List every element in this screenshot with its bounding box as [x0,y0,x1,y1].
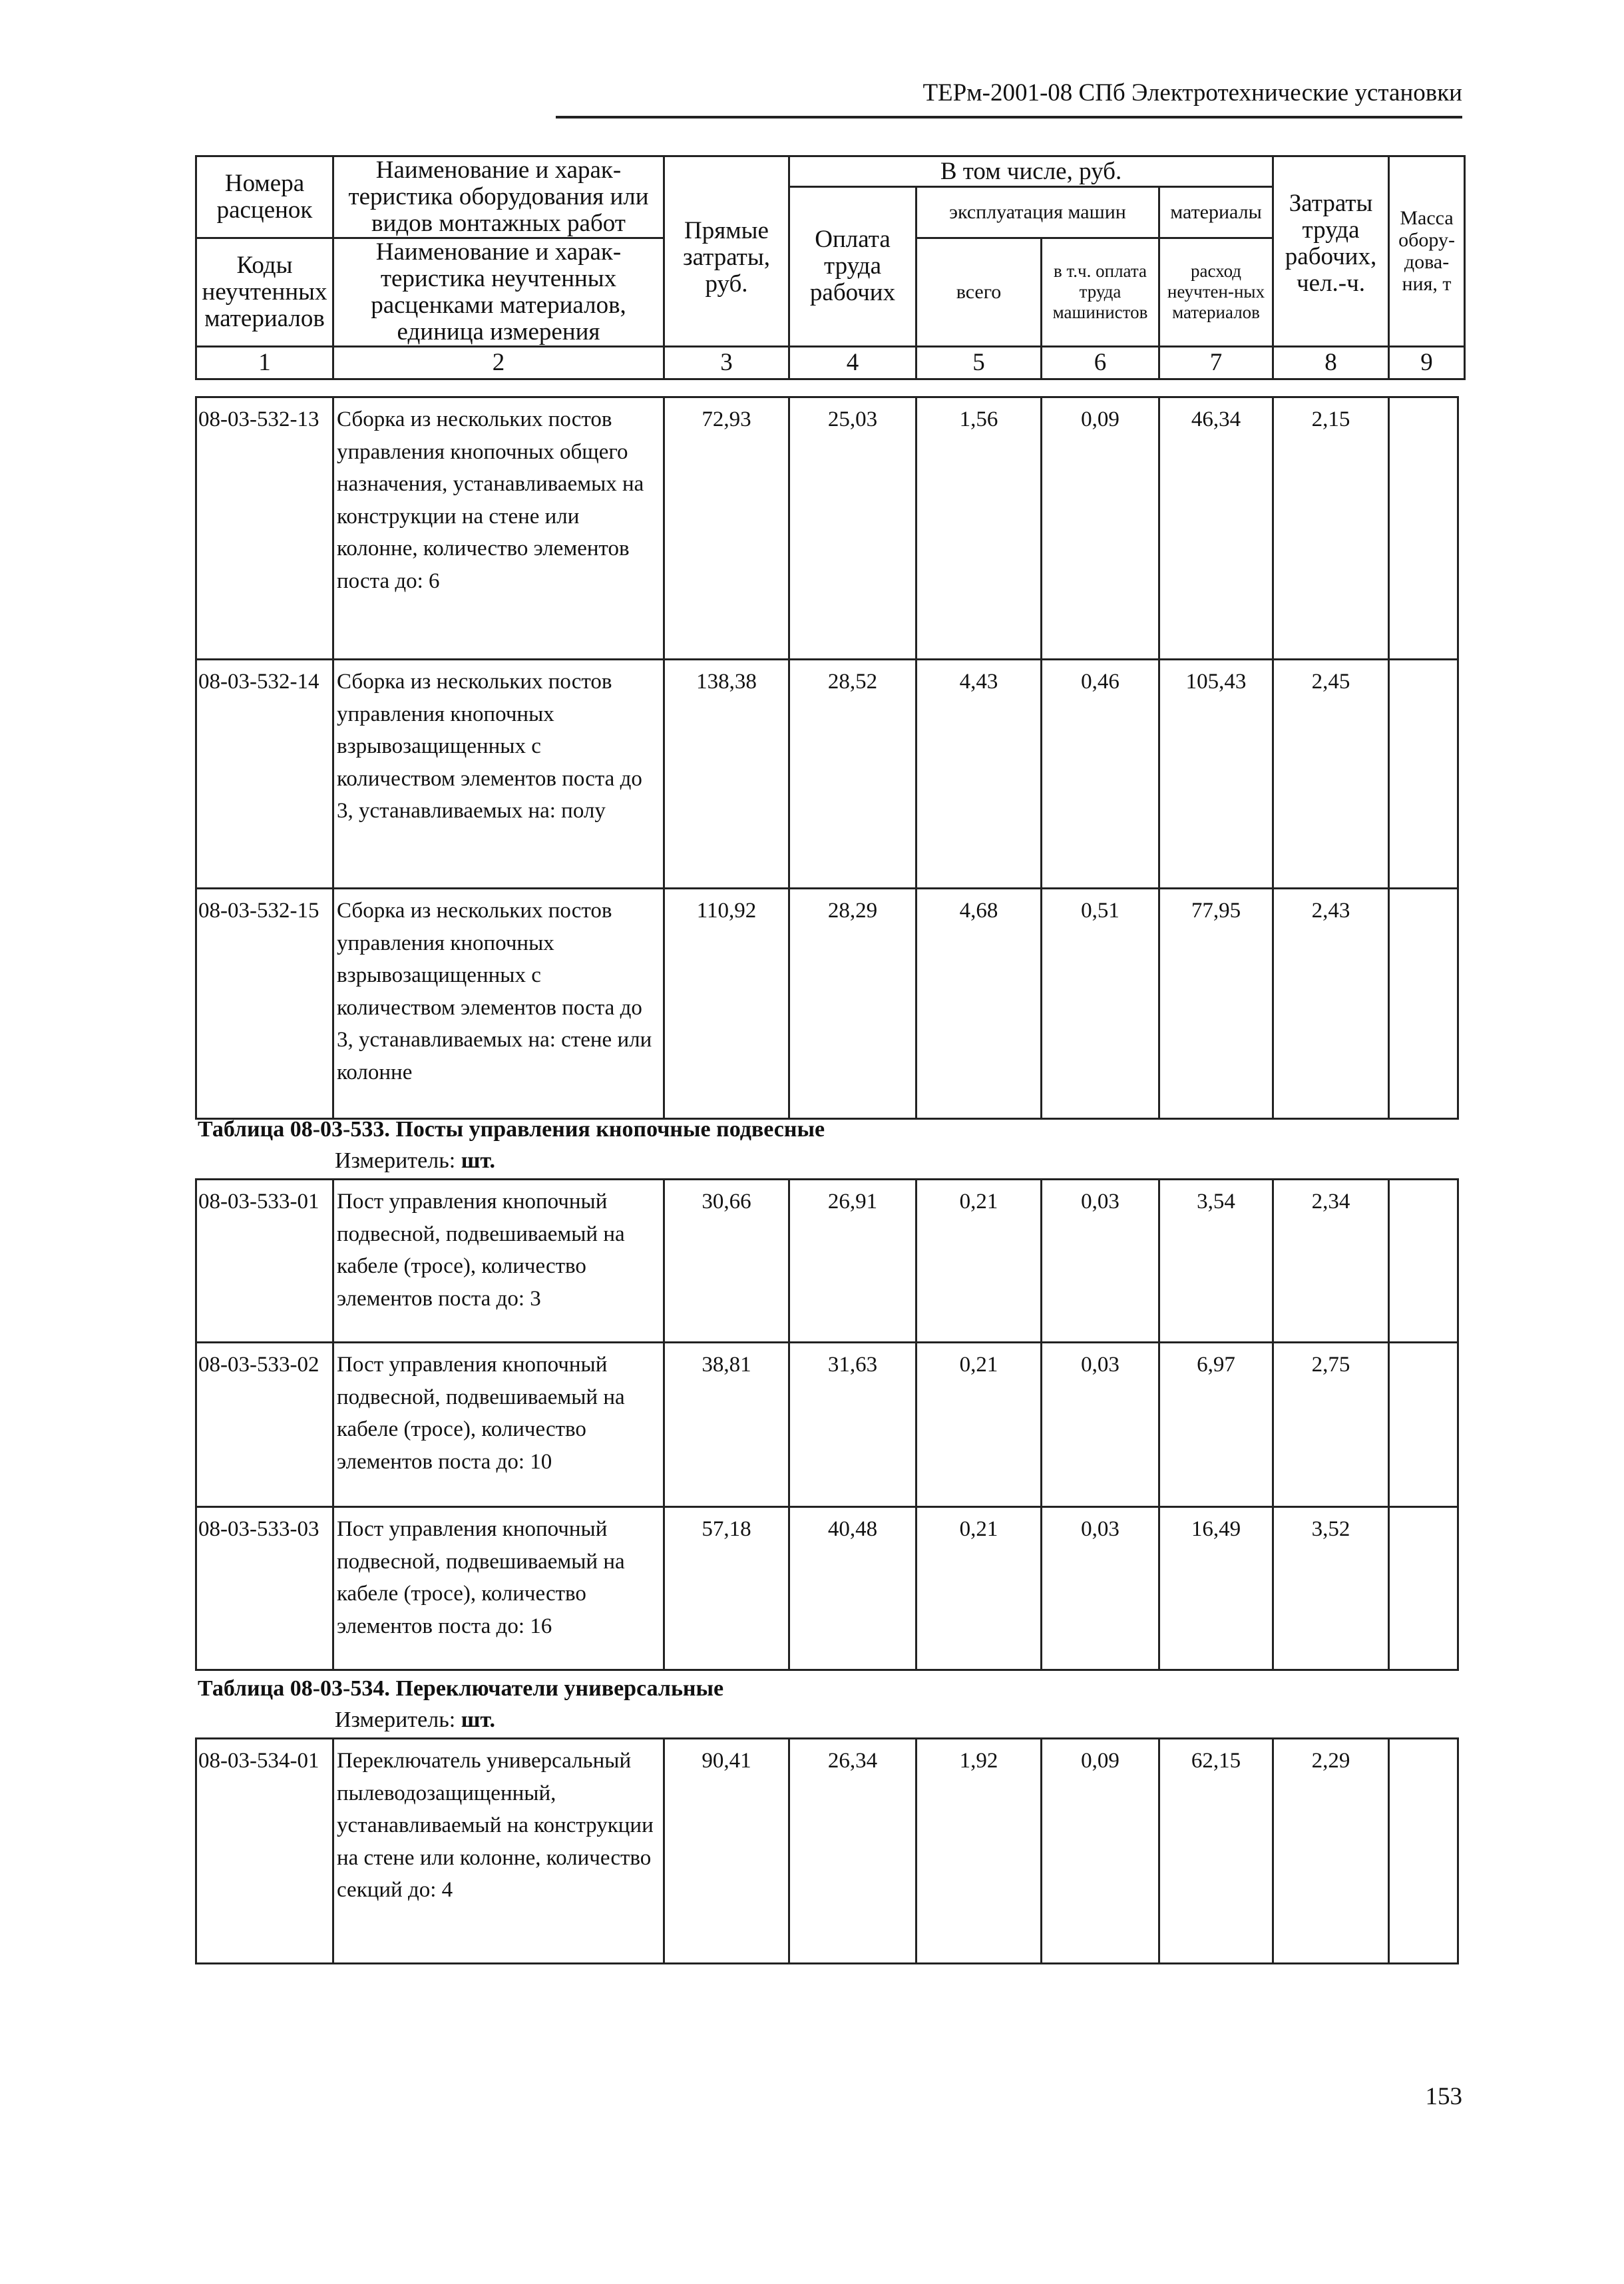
worker-pay: 31,63 [789,1343,916,1507]
machines-total: 0,21 [916,1343,1042,1507]
materials-cost: 62,15 [1159,1739,1273,1964]
header-unaccounted-name: Наименование и харак-теристика неучтенных расценками материалов, единица измерения [333,238,664,346]
rate-code: 08-03-533-01 [196,1180,333,1343]
labor-hours: 2,43 [1273,889,1389,1119]
header-work-name: Наименование и харак-теристика оборудования или видов монтажных работ [333,156,664,238]
table-row [196,1739,1458,1964]
materials-cost: 46,34 [1159,397,1273,660]
header-rule [556,116,1462,118]
equipment-mass [1389,889,1458,1119]
direct-costs: 30,66 [664,1180,789,1343]
table-533-title: Таблица 08-03-533. Посты управления кнопочные подвесные [198,1117,825,1142]
table-532 [195,396,1459,1120]
work-name: Пост управления кнопочный подвесной, подвешиваемый на кабеле (тросе), количество элементов поста до: 16 [333,1507,664,1670]
operator-pay: 0,46 [1042,660,1159,889]
operator-pay: 0,51 [1042,889,1159,1119]
table-row [196,1343,1458,1507]
rate-code: 08-03-533-03 [196,1507,333,1670]
operator-pay: 0,09 [1042,1739,1159,1964]
equipment-mass [1389,1343,1458,1507]
rate-code: 08-03-532-15 [196,889,333,1119]
work-name: Пост управления кнопочный подвесной, подвешиваемый на кабеле (тросе), количество элементов поста до: 10 [333,1343,664,1507]
header-operator-pay: в т.ч. оплата труда машинистов [1042,238,1159,346]
machines-total: 0,21 [916,1507,1042,1670]
operator-pay: 0,03 [1042,1343,1159,1507]
table-row [196,1507,1458,1670]
labor-hours: 2,34 [1273,1180,1389,1343]
direct-costs: 38,81 [664,1343,789,1507]
machines-total: 4,68 [916,889,1042,1119]
work-name: Сборка из нескольких постов управления кнопочных взрывозащищенных с количеством элементов поста до 3, устанавливаемых на: стене или колонне [333,889,664,1119]
rate-code: 08-03-532-13 [196,397,333,660]
equipment-mass [1389,1180,1458,1343]
worker-pay: 26,34 [789,1739,916,1964]
header-rate-numbers: Номера расценок [196,156,333,238]
table-row [196,1180,1458,1343]
worker-pay: 40,48 [789,1507,916,1670]
header-worker-pay: Оплата труда рабочих [789,187,916,347]
header-machines: эксплуатация машин [916,187,1159,238]
table-533-meter [335,1148,495,1174]
meter-label: Измеритель: [335,1148,456,1173]
header-labor-hours: Затраты труда рабочих, чел.-ч. [1273,156,1389,347]
materials-cost: 16,49 [1159,1507,1273,1670]
column-number: 1 [196,346,333,379]
direct-costs: 72,93 [664,397,789,660]
page-number: 153 [1425,2083,1462,2110]
header-including: В том числе, руб. [789,156,1273,187]
rate-code: 08-03-534-01 [196,1739,333,1964]
labor-hours: 2,45 [1273,660,1389,889]
equipment-mass [1389,1507,1458,1670]
column-number: 6 [1042,346,1159,379]
materials-cost: 77,95 [1159,889,1273,1119]
meter-label: Измеритель: [335,1708,456,1732]
table-row [196,889,1458,1119]
header-unaccounted-codes: Коды неучтенных материалов [196,238,333,346]
labor-hours: 3,52 [1273,1507,1389,1670]
column-number: 4 [789,346,916,379]
table-534-title: Таблица 08-03-534. Переключатели универсальные [198,1676,724,1701]
rate-code: 08-03-532-14 [196,660,333,889]
materials-cost: 6,97 [1159,1343,1273,1507]
worker-pay: 25,03 [789,397,916,660]
work-name: Пост управления кнопочный подвесной, подвешиваемый на кабеле (тросе), количество элементов поста до: 3 [333,1180,664,1343]
labor-hours: 2,29 [1273,1739,1389,1964]
table-533 [195,1178,1459,1671]
direct-costs: 138,38 [664,660,789,889]
column-number: 2 [333,346,664,379]
column-number: 7 [1159,346,1273,379]
direct-costs: 110,92 [664,889,789,1119]
table-534-meter [335,1708,495,1733]
rate-code: 08-03-533-02 [196,1343,333,1507]
header-machines-total: всего [916,238,1042,346]
header-materials: материалы [1159,187,1273,238]
work-name: Сборка из нескольких постов управления кнопочных общего назначения, устанавливаемых на конструкции на стене или колонне, количество элементов поста до: 6 [333,397,664,660]
operator-pay: 0,03 [1042,1180,1159,1343]
direct-costs: 90,41 [664,1739,789,1964]
column-number: 3 [664,346,789,379]
equipment-mass [1389,1739,1458,1964]
labor-hours: 2,15 [1273,397,1389,660]
machines-total: 0,21 [916,1180,1042,1343]
materials-cost: 3,54 [1159,1180,1273,1343]
column-number: 5 [916,346,1042,379]
work-name: Переключатель универсальный пылеводозащищенный, устанавливаемый на конструкции на стене или колонне, количество секций до: 4 [333,1739,664,1964]
work-name: Сборка из нескольких постов управления кнопочных взрывозащищенных с количеством элементов поста до 3, устанавливаемых на: полу [333,660,664,889]
header-unaccounted-materials: расход неучтен-ных материалов [1159,238,1273,346]
machines-total: 1,92 [916,1739,1042,1964]
column-number: 9 [1389,346,1465,379]
worker-pay: 26,91 [789,1180,916,1343]
meter-unit: шт. [461,1708,496,1732]
worker-pay: 28,52 [789,660,916,889]
worker-pay: 28,29 [789,889,916,1119]
table-row [196,397,1458,660]
table-534 [195,1737,1459,1964]
operator-pay: 0,09 [1042,397,1159,660]
machines-total: 1,56 [916,397,1042,660]
equipment-mass [1389,397,1458,660]
column-number: 8 [1273,346,1389,379]
operator-pay: 0,03 [1042,1507,1159,1670]
running-header: ТЕРм-2001-08 СПб Электротехнические установки [922,79,1462,107]
direct-costs: 57,18 [664,1507,789,1670]
materials-cost: 105,43 [1159,660,1273,889]
labor-hours: 2,75 [1273,1343,1389,1507]
header-direct-costs: Прямые затраты, руб. [664,156,789,347]
equipment-mass [1389,660,1458,889]
table-row [196,660,1458,889]
column-header-table [195,155,1466,380]
machines-total: 4,43 [916,660,1042,889]
meter-unit: шт. [461,1148,496,1173]
header-equipment-mass: Масса обору-дова-ния, т [1389,156,1465,347]
